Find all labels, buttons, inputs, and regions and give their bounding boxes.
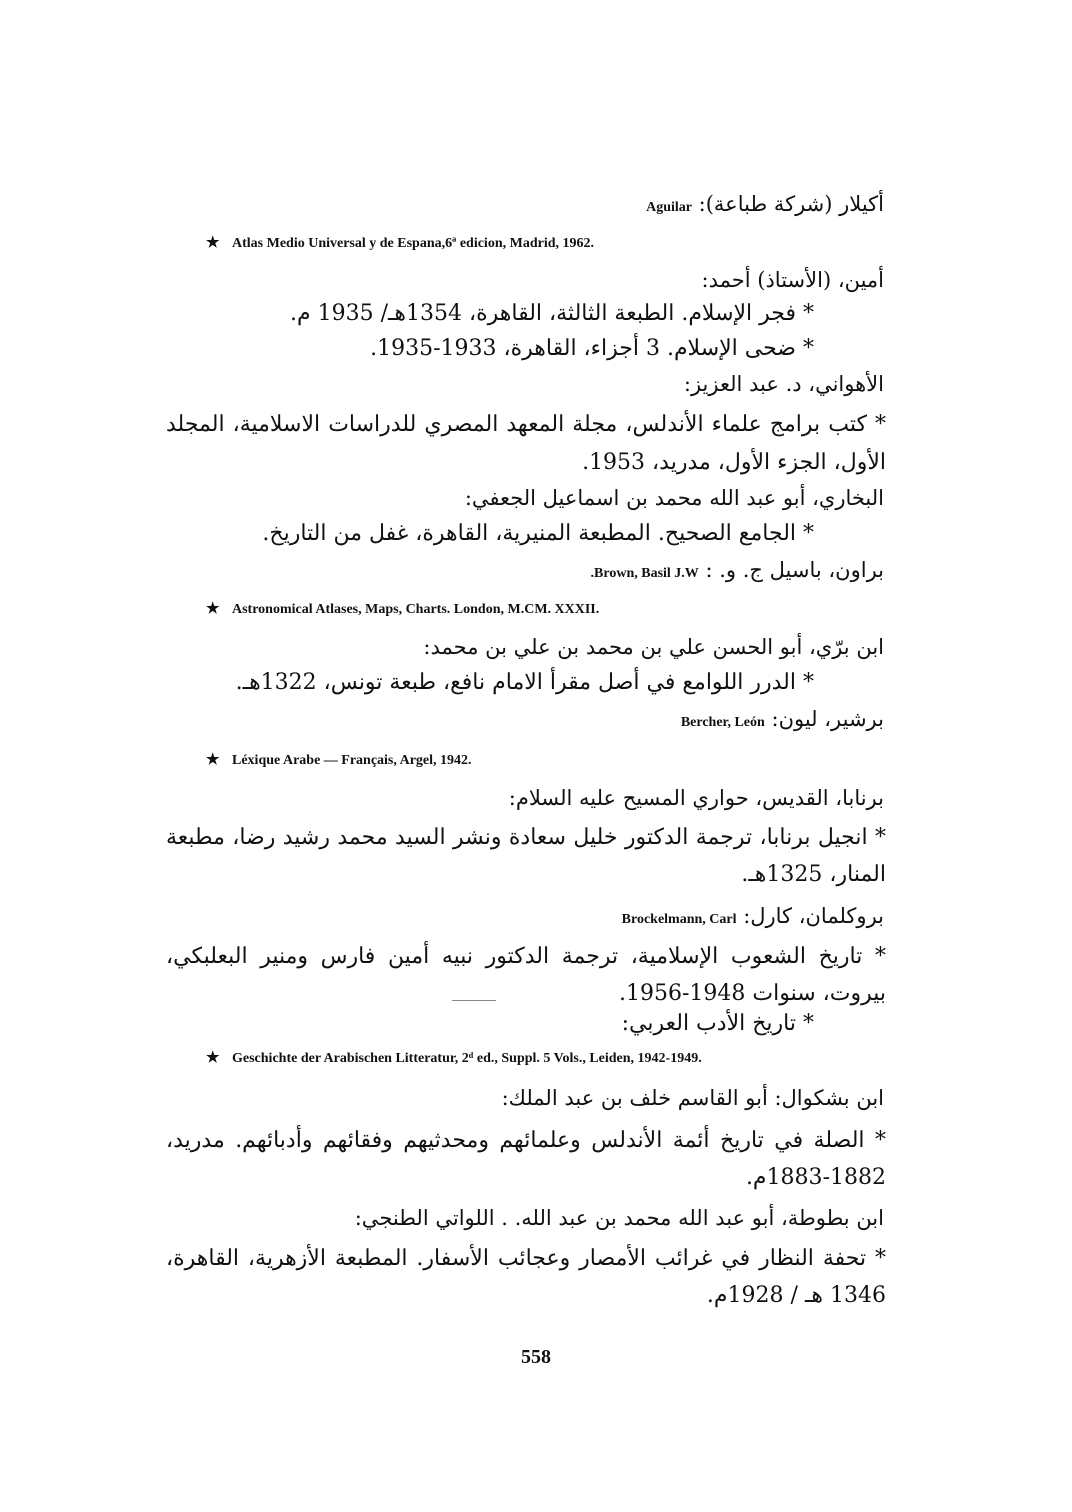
latin-reference: [206, 233, 594, 252]
reference-text: Atlas Medio Universal y de Espana,6ª edicion, Madrid, 1962.: [232, 236, 594, 251]
entry-heading-battuta: ابن بطوطة، أبو عبد الله محمد بن عبد الله. . اللواتي الطنجي:: [354, 1206, 884, 1230]
reference-ibnbarri-1: * الدرر اللوامع في أصل مقرأ الامام نافع، طبعة تونس، 1322هـ.: [235, 670, 814, 695]
latin-reference: [206, 599, 599, 618]
reference-ahwani-1: * كتب برامج علماء الأندلس، مجلة المعهد المصري للدراسات الاسلامية، المجلد الأول، الجزء الأول، مدريد، 1953.: [166, 412, 886, 475]
latin-name: Brockelmann, Carl: [621, 912, 737, 927]
reference-text: Geschichte der Arabischen Litteratur, 2ᵈ ed., Suppl. 5 Vols., Leiden, 1942-1949.: [232, 1051, 702, 1066]
latin-name: Brown, Basil J.W.: [590, 566, 699, 581]
star-bullet-icon: ★: [206, 235, 220, 251]
entry-heading-text: بروكلمان، كارل:: [743, 904, 884, 928]
star-bullet-icon: ★: [206, 1050, 220, 1066]
reference-text: Astronomical Atlases, Maps, Charts. London, M.CM. XXXII.: [232, 602, 600, 617]
reference-amin-2: * ضحى الإسلام. 3 أجزاء، القاهرة، 1933-1935.: [370, 336, 814, 361]
entry-heading-ibnbarri: ابن برّي، أبو الحسن علي بن محمد بن علي بن محمد:: [423, 635, 884, 659]
entry-heading-bukhari: البخاري، أبو عبد الله محمد بن اسماعيل الجعفي:: [464, 486, 884, 510]
latin-reference: [206, 750, 472, 769]
entry-heading-barnaba: برنابا، القديس، حواري المسيح عليه السلام:: [508, 786, 884, 810]
entry-heading-bercher: [681, 707, 884, 731]
reference-brockelmann-2: * تاريخ الأدب العربي:: [621, 1011, 814, 1036]
reference-barnaba-1: * انجيل برنابا، ترجمة الدكتور خليل سعادة ونشر السيد محمد رشيد رضا، مطبعة المنار، 1325هـ.: [166, 825, 886, 887]
reference-bashkuwal-1: * الصلة في تاريخ أئمة الأندلس وعلمائهم ومحدثيهم وفقائهم وأدبائهم. مدريد، 1882-1883م.: [166, 1128, 886, 1190]
reference-battuta-1: * تحفة النظار في غرائب الأمصار وعجائب الأسفار. المطبعة الأزهرية، القاهرة، 1346 هـ / 1928م.: [166, 1246, 886, 1308]
entry-heading-aguilar: [646, 192, 884, 216]
entry-heading-text: براون، باسيل ج. و. :: [705, 558, 884, 582]
reference-bukhari-1: * الجامع الصحيح. المطبعة المنيرية، القاهرة، غفل من التاريخ.: [262, 521, 814, 546]
latin-name: Aguilar: [646, 200, 692, 215]
page-number: 558: [521, 1346, 551, 1368]
star-bullet-icon: ★: [206, 601, 220, 617]
entry-heading-brockelmann: [622, 904, 884, 928]
entry-heading-brown: [591, 558, 884, 582]
star-bullet-icon: ★: [206, 752, 220, 768]
reference-amin-1: * فجر الإسلام. الطبعة الثالثة، القاهرة، 1354هـ/ 1935 م.: [289, 301, 814, 326]
entry-heading-text: أكيلار (شركة طباعة):: [698, 192, 884, 216]
divider: [452, 1000, 496, 1001]
entry-heading-text: برشير، ليون:: [771, 707, 884, 731]
latin-reference: [206, 1048, 702, 1067]
entry-heading-ahwani: الأهواني، د. عبد العزيز:: [683, 372, 884, 396]
latin-name: Bercher, León: [680, 715, 765, 730]
reference-text: Léxique Arabe — Français, Argel, 1942.: [232, 753, 472, 768]
reference-brockelmann-1: * تاريخ الشعوب الإسلامية، ترجمة الدكتور نبيه أمين فارس ومنير البعلبكي، بيروت، سنوات 1948-1956.: [166, 944, 886, 1006]
entry-heading-amin: أمين، (الأستاذ) أحمد:: [701, 268, 884, 292]
entry-heading-bashkuwal: ابن بشكوال: أبو القاسم خلف بن عبد الملك:: [501, 1086, 884, 1110]
